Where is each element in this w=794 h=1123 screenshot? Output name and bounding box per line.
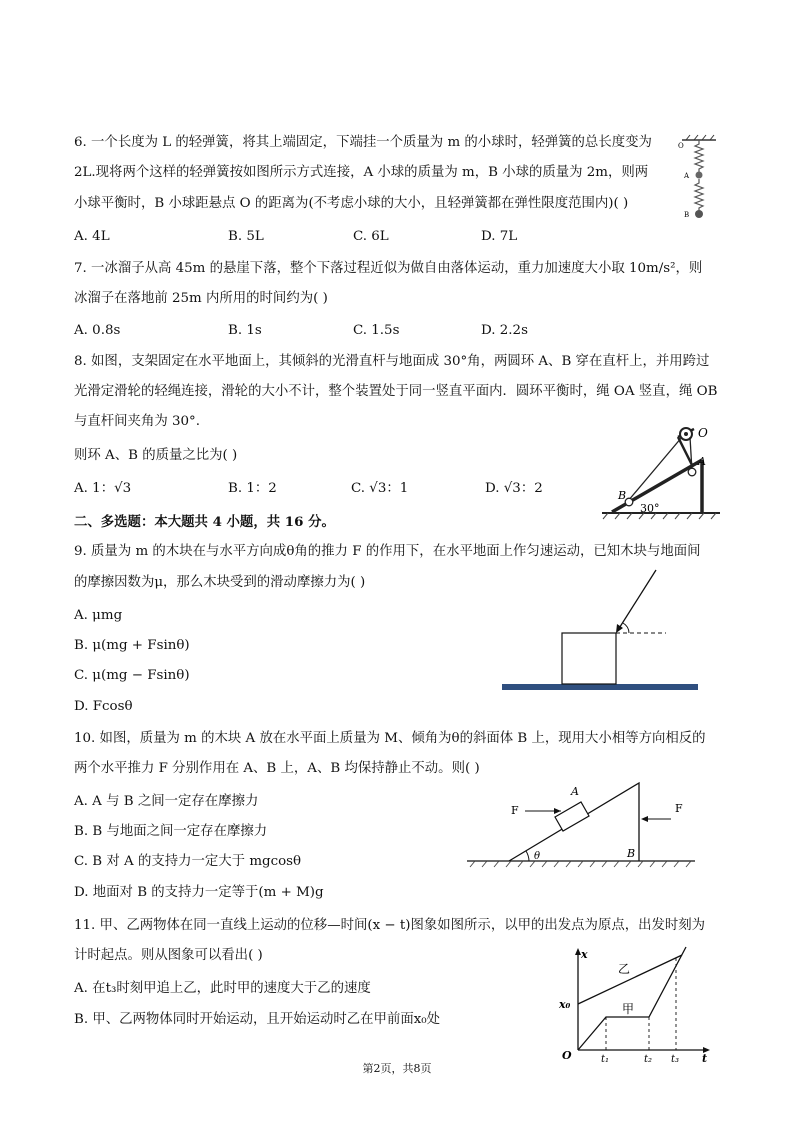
q8-option-a: A. 1：√3 [74, 481, 132, 496]
q10-label-f-left: F [511, 804, 519, 817]
q6-option-a: A. 4L [74, 229, 110, 244]
q11-option-a: A. 在t₃时刻甲追上乙，此时甲的速度大于乙的速度 [74, 981, 371, 996]
q9-option-d: D. Fcosθ [74, 699, 133, 714]
q10-label-a: A [571, 785, 579, 798]
q10-line-2: 两个水平推力 F 分别作用在 A、B 上，A、B 均保持静止不动。则( ) [74, 761, 480, 776]
q11-line-1: 11. 甲、乙两物体在同一直线上运动的位移—时间(x − t)图象如图所示，以甲的出发点为原点，出发时刻为 [74, 918, 706, 933]
q6-line-1: 6. 一个长度为 L 的轻弹簧，将其上端固定，下端挂一个质量为 m 的小球时，轻弹簧的总长度变为 [74, 135, 652, 150]
q7-option-d: D. 2.2s [481, 323, 528, 338]
q6-spring-figure [676, 134, 726, 224]
q8-line-2: 光滑定滑轮的轻绳连接，滑轮的大小不计，整个装置处于同一竖直平面内．圆环平衡时，绳 OA 竖直，绳 OB [74, 384, 718, 399]
q8-line-3: 与直杆间夹角为 30°. [74, 414, 200, 429]
q10-line-1: 10. 如图，质量为 m 的木块 A 放在水平面上质量为 M、倾角为θ的斜面体 B 上，现用大小相等方向相反的 [74, 731, 706, 746]
q6-label-o: O [678, 142, 684, 150]
q8-label-angle: 30° [640, 502, 660, 515]
q10-label-f-right: F [675, 802, 683, 815]
q6-line-2: 2L.现将两个这样的轻弹簧按如图所示方式连接，A 小球的质量为 m，B 小球的质量为 2m，则两 [74, 165, 649, 180]
q7-line-1: 7. 一冰溜子从高 45m 的悬崖下落，整个下落过程近似为做自由落体运动，重力加速度大小取 10m/s²，则 [74, 261, 703, 276]
q10-option-d: D. 地面对 B 的支持力一定等于(m + M)g [74, 885, 324, 900]
q7-line-2: 冰溜子在落地前 25m 内所用的时间约为( ) [74, 291, 328, 306]
q11-label-x: x [581, 948, 588, 961]
q11-label-t3: t₃ [671, 1054, 680, 1065]
q9-option-a: A. μmg [74, 608, 123, 623]
q11-label-jia: 甲 [622, 1002, 635, 1016]
q9-option-b: B. μ(mg + Fsinθ) [74, 638, 190, 653]
q11-label-origin: O [562, 1049, 572, 1062]
q11-label-t1: t₁ [601, 1054, 610, 1065]
q7-option-c: C. 1.5s [353, 323, 400, 338]
q8-label-a: A [698, 455, 706, 468]
q11-label-t2: t₂ [644, 1054, 653, 1065]
q9-block-figure [496, 566, 706, 696]
q6-line-3: 小球平衡时，B 小球距悬点 O 的距离为(不考虑小球的大小，且轻弹簧都在弹性限度范围内)( ) [74, 196, 629, 211]
q8-line-4: 则环 A、B 的质量之比为( ) [74, 448, 238, 463]
q8-option-b: B. 1：2 [228, 481, 277, 496]
q6-option-b: B. 5L [228, 229, 264, 244]
q10-option-a: A. A 与 B 之间一定存在摩擦力 [74, 794, 259, 809]
q6-option-c: C. 6L [353, 229, 389, 244]
q11-label-x0: x₀ [559, 998, 571, 1011]
q10-label-b: B [627, 847, 636, 860]
q11-option-b: B. 甲、乙两物体同时开始运动，且开始运动时乙在甲前面x₀处 [74, 1012, 441, 1027]
q9-line-1: 9. 质量为 m 的木块在与水平方向成θ角的推力 F 的作用下，在水平地面上作匀速运动，已知木块与地面间 [74, 544, 701, 559]
section-title: 二、多选题：本大题共 4 小题，共 16 分。 [74, 514, 335, 530]
q8-pulley-figure [598, 415, 728, 520]
q6-label-b: B [684, 211, 690, 219]
q7-option-b: B. 1s [228, 323, 262, 338]
q11-xt-graph [556, 944, 716, 1064]
q10-option-b: B. B 与地面之间一定存在摩擦力 [74, 824, 268, 839]
q6-option-d: D. 7L [481, 229, 518, 244]
q7-option-a: A. 0.8s [74, 323, 121, 338]
q9-option-c: C. μ(mg − Fsinθ) [74, 668, 190, 683]
q6-label-a: A [684, 172, 690, 180]
q11-line-2: 计时起点。则从图象可以看出( ) [74, 948, 263, 963]
q10-option-c: C. B 对 A 的支持力一定大于 mgcosθ [74, 854, 302, 869]
q10-label-theta: θ [534, 851, 541, 862]
q11-label-t: t [702, 1052, 708, 1065]
page-footer: 第2页，共8页 [362, 1062, 432, 1075]
q11-label-yi: 乙 [618, 962, 631, 976]
q8-line-1: 8. 如图，支架固定在水平地面上，其倾斜的光滑直杆与地面成 30°角，两圆环 A、B 穿在直杆上，并用跨过 [74, 354, 710, 369]
q9-line-2: 的摩擦因数为μ，那么木块受到的滑动摩擦力为( ) [74, 575, 366, 590]
q8-option-d: D. √3：2 [485, 481, 543, 496]
q10-incline-figure [463, 775, 703, 875]
q8-label-b: B [618, 489, 627, 502]
q8-option-c: C. √3：1 [351, 481, 409, 496]
q8-label-o: O [698, 426, 708, 440]
